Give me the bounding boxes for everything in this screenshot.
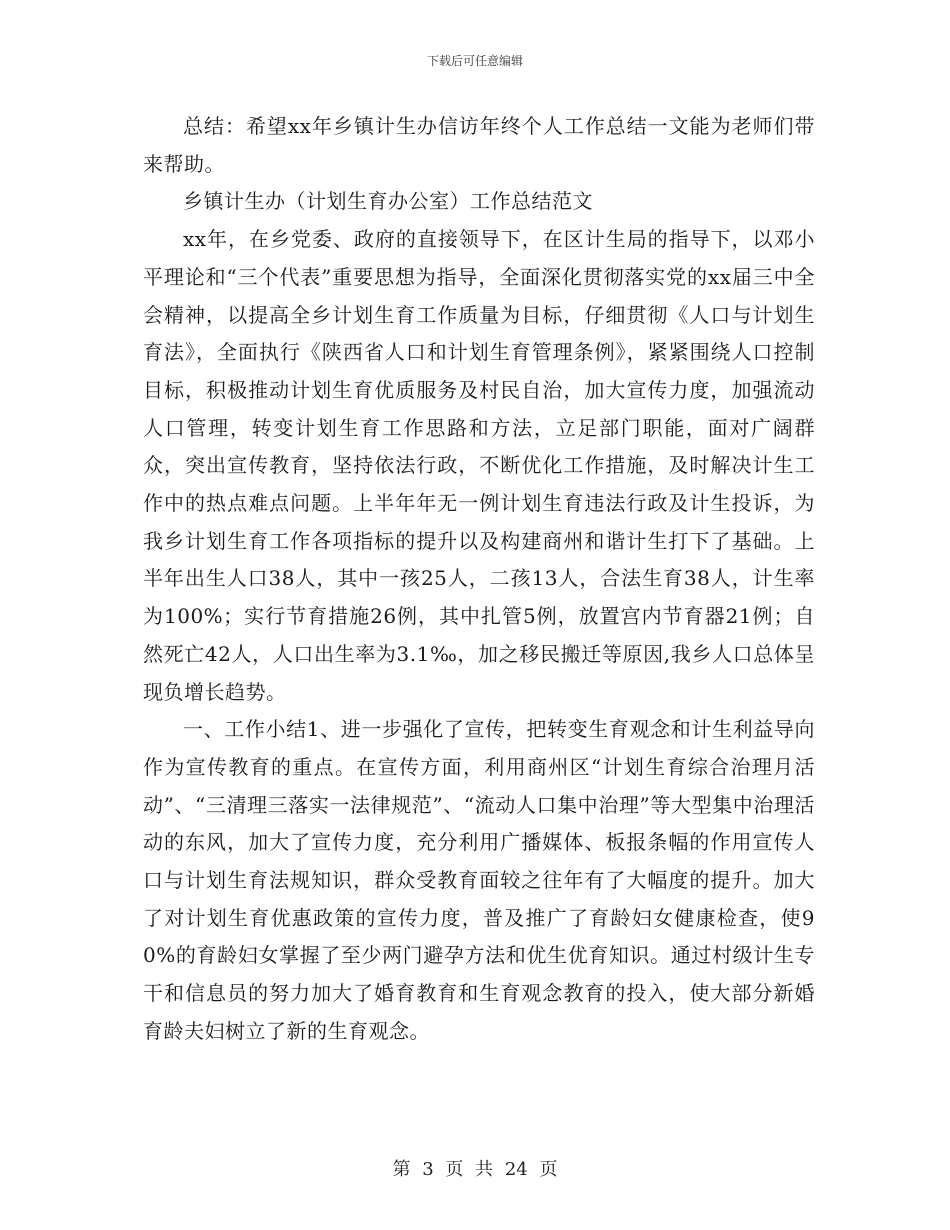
summary-paragraph: 总结：希望xx年乡镇计生办信访年终个人工作总结一文能为老师们带来帮助。 [143, 114, 815, 176]
section-title: 乡镇计生办（计划生育办公室）工作总结范文 [183, 189, 593, 214]
page-header-note: 下载后可任意编辑 [426, 54, 523, 68]
body-paragraph-intro: xx年，在乡党委、政府的直接领导下，在区计生局的指导下，以邓小平理论和“三个代表”重要思想为指导，全面深化贯彻落实党的xx届三中全会精神，以提高全乡计划生育工作质量为目标，仔细贯彻《人口与计划生育法》，全面执行《陕西省人口和计划生育管理条例》，紧紧围绕人口控制目标，积极推动计划生育优质服务及村民自治，加大宣传力度，加强流动人口管理，转变计划生育工作思路和方法，立足部门职能，面对广阔群众，突出宣传教育，坚持依法行政，不断优化工作措施，及时解决计生工作中的热点难点问题。上半年年无一例计划生育违法行政及计生投诉，为我乡计划生育工作各项指标的提升以及构建商州和谐计生打下了基础。上半年出生人口38人，其中一孩25人，二孩13人，合法生育38人，计生率为100%；实行节育措施26例，其中扎管5例，放置宫内节育器21例；自然死亡42人，人口出生率为3.1‰，加之移民搬迁等原因,我乡人口总体呈现负增长趋势。 [143, 227, 815, 704]
document-body [143, 108, 815, 1051]
page-number: 第 3 页 共 24 页 [392, 1159, 558, 1180]
body-paragraph-work-summary: 一、工作小结1、进一步强化了宣传，把转变生育观念和计生利益导向作为宣传教育的重点。在宣传方面，利用商州区“计划生育综合治理月活动”、“三清理三落实一法律规范”、“流动人口集中治理”等大型集中治理活动的东风，加大了宣传力度，充分利用广播媒体、板报条幅的作用宣传人口与计划生育法规知识，群众受教育面较之往年有了大幅度的提升。加大了对计划生育优惠政策的宣传力度，普及推广了育龄妇女健康检查，使90%的育龄妇女掌握了至少两门避孕方法和优生优育知识。通过村级计生专干和信息员的努力加大了婚育教育和生育观念教育的投入，使大部分新婚育龄夫妇树立了新的生育观念。 [143, 717, 815, 1043]
